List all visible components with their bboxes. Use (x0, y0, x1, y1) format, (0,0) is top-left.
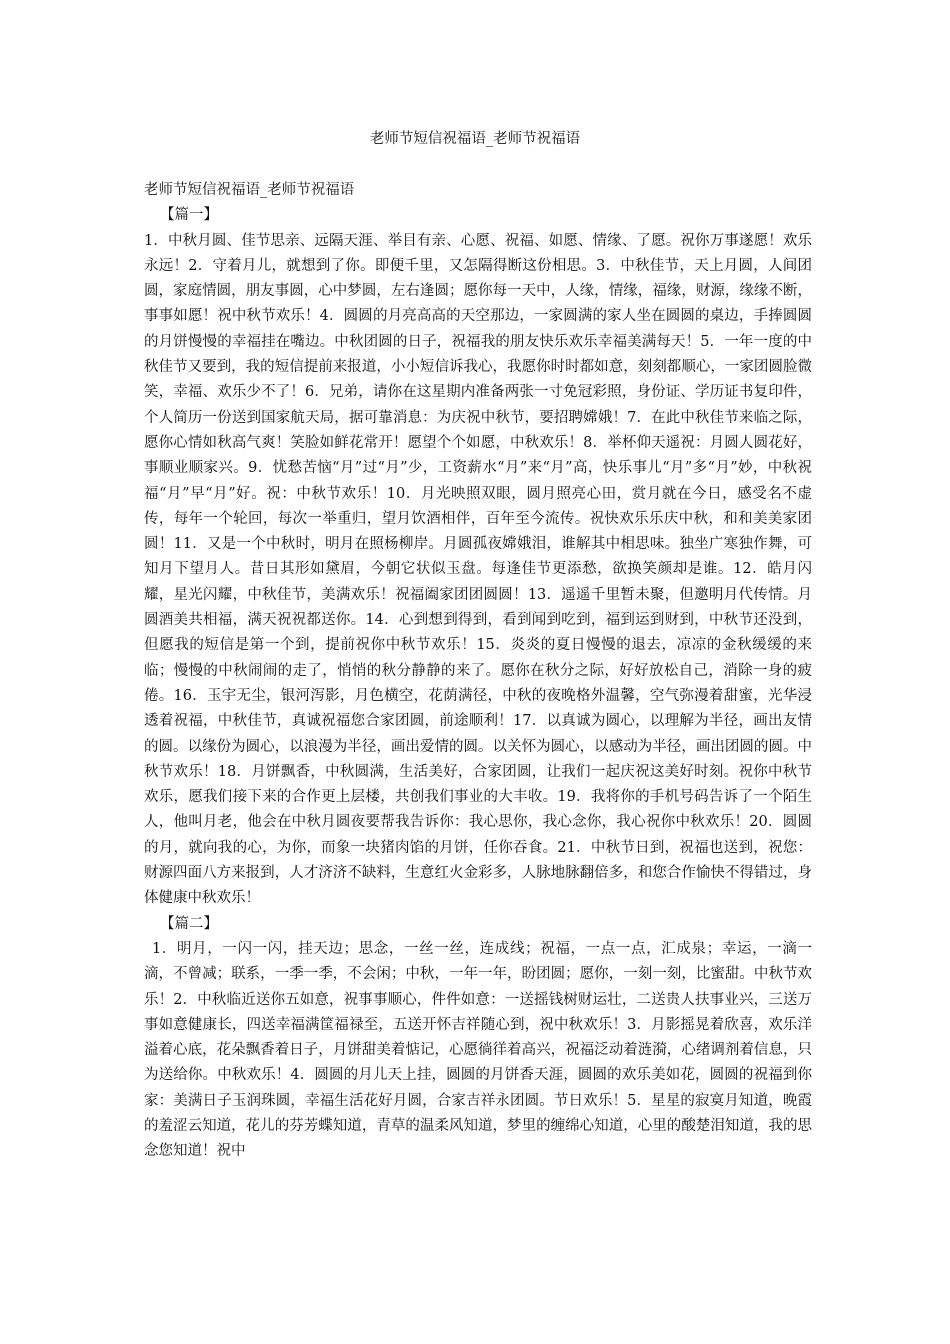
section-heading-2: 【篇二】 (160, 915, 218, 932)
document-title: 老师节短信祝福语_老师节祝福语 (369, 131, 581, 147)
section-heading-1: 【篇一】 (160, 207, 218, 224)
section-text-1: 1．中秋月圆、佳节思亲、远隔天涯、举目有亲、心愿、祝福、如愿、情缘、了愿。祝你万事遂愿！欢乐永远！2．守着月儿，就想到了你。即便千里，又怎隔得断这份相思。3．中秋佳节，天上月圆，人间团圆，家庭情圆，朋友事圆，心中梦圆，左右逢圆；愿你每一天中，人缘，情缘，福缘，财源，缘缘不断，事事如愿！祝中秋节欢乐！4．圆圆的月亮高高的天空那边，一家圆满的家人坐在圆圆的桌边，手捧圆圆的月饼慢慢的幸福挂在嘴边。中秋团圆的日子，祝福我的朋友快乐欢乐幸福美满每天！5．一年一度的中秋佳节又要到，我的短信提前来报道，小小短信诉我心，我愿你时时都如意，刻刻都顺心，一家团圆脸微笑，幸福、欢乐少不了！6．兄弟，请你在这星期内准备两张一寸免冠彩照，身份证、学历证书复印件，个人简历一份送到国家航天局，据可靠消息：为庆祝中秋节，要招聘嫦娥！7．在此中秋佳节来临之际，愿你心情如秋高气爽！笑脸如鲜花常开！愿望个个如愿，中秋欢乐！8．举杯仰天遥祝：月圆人圆花好，事顺业顺家兴。9．忧愁苦恼“月”过“月”少，工资薪水“月”来“月”高，快乐事儿“月”多“月”妙，中秋祝福“月”早“月”好。祝：中秋节欢乐！10．月光映照双眼，圆月照亮心田，赏月就在今日，感受名不虚传，每年一个轮回，每次一举重归，望月饮酒相伴，百年至今流传。祝快欢乐乐庆中秋，和和美美家团圆！11．又是一个中秋时，明月在照杨柳岸。月圆孤夜嫦娥泪，谁解其中相思味。独坐广寒独作舞，可知月下望月人。昔日其形如黛眉，今朝它状似玉盘。每逢佳节更添愁，欲换笑颜却是谁。12．皓月闪耀，星光闪耀，中秋佳节，美满欢乐！祝福阖家团团圆圆！13．遥遥千里暂未聚，但邀明月代传情。月圆酒美共相福，满天祝祝都送你。14．心到想到得到，看到闻到吃到，福到运到财到，中秋节还没到，但愿我的短信是第一个到，提前祝你中秋节欢乐！15．炎炎的夏日慢慢的退去，凉凉的金秋缓缓的来临；慢慢的中秋闹闹的走了，悄悄的秋分静静的来了。愿你在秋分之际，好好放松自己，消除一身的疲倦。16．玉宇无尘，银河泻影，月色横空，花荫满径，中秋的夜晚格外温馨，空气弥漫着甜蜜，光华浸透着祝福，中秋佳节，真诚祝福您合家团圆，前途顺利！17．以真诚为圆心，以理解为半径，画出友情的圆。以缘份为圆心，以浪漫为半径，画出爱情的圆。以关怀为圆心，以感动为半径，画出团圆的圆。中秋节欢乐！18．月饼飘香，中秋圆满，生活美好，合家团圆，让我们一起庆祝这美好时刻。祝你中秋节欢乐，愿我们接下来的合作更上层楼，共创我们事业的大丰收。19．我将你的手机号码告诉了一个陌生人，他叫月老，他会在中秋月圆夜要帮我告诉你：我心思你，我心念你，我心祝你中秋欢乐！20．圆圆的月，就向我的心，为你，而象一块猪肉馅的月饼，任你吞食。21．中秋节日到，祝福也送到，祝您：财源四面八方来报到，人才济济不缺料，生意红火金彩多，人脉地脉翻倍多，和您合作愉快不得错过，身体健康中秋欢乐！ (144, 232, 812, 907)
document-body (144, 178, 812, 1165)
document-subtitle: 老师节短信祝福语_老师节祝福语 (144, 182, 355, 198)
section-text-2: 1．明月，一闪一闪，挂天边；思念，一丝一丝，连成线；祝福，一点一点，汇成泉；幸运，一滴一滴，不曾减；联系，一季一季，不会闲；中秋，一年一年，盼团圆；愿你，一刻一刻，比蜜甜。中秋节欢乐！2．中秋临近送你五如意，祝事事顺心，件件如意：一送摇钱树财运壮，二送贵人扶事业兴，三送万事如意健康长，四送幸福满筐福禄至，五送开怀吉祥随心到，祝中秋欢乐！3．月影摇晃着欣喜，欢乐洋溢着心底，花朵飘香着日子，月饼甜美着惦记，心愿徜徉着高兴，祝福泛动着涟漪，心绪调剂着信息，只为送给你。中秋欢乐！4．圆圆的月儿天上挂，圆圆的月饼香天涯，圆圆的欢乐美如花，圆圆的祝福到你家：美满日子玉润珠圆，幸福生活花好月圆，合家吉祥永团圆。节日欢乐！5．星星的寂寞月知道，晚霞的羞涩云知道，花儿的芬芳蝶知道，青草的温柔风知道，梦里的缠绵心知道，心里的酸楚泪知道，我的思念您知道！祝中 (144, 940, 812, 1160)
